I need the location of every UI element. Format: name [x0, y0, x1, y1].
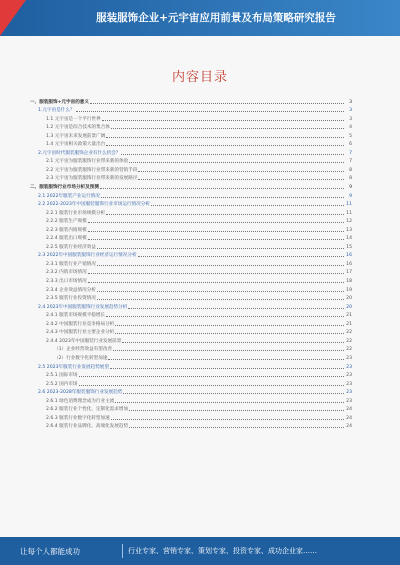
- footer-slogan: 让每个人都能成功: [20, 547, 80, 556]
- toc-heading: 内容目录: [171, 70, 228, 85]
- toc-entry[interactable]: [30, 293, 352, 302]
- toc-leader-dots: [138, 171, 344, 172]
- toc-entry-page: 11: [346, 210, 352, 216]
- toc-entry-page: 21: [346, 313, 352, 319]
- toc-leader-dots: [108, 359, 344, 360]
- toc-entry-page: 3: [349, 108, 352, 114]
- toc-entry-page: 6: [349, 142, 352, 148]
- toc-entry-label: 2.2.4 服装出口规模: [46, 236, 87, 242]
- toc-entry-label: 2.6.3 服装行业数字化转型加速: [46, 415, 110, 421]
- toc-entry-label: 2.1 元宇宙为服装服饰行业带来新的体验: [46, 159, 129, 165]
- toc-entry-label: 1.2 元宇宙是综合技术的集合体: [46, 125, 110, 131]
- toc-entry[interactable]: [30, 216, 352, 225]
- toc-entry-page: 5: [349, 133, 352, 139]
- toc-entry-label: （1）企业经营效益有望改善: [54, 347, 113, 353]
- toc-leader-dots: [129, 410, 344, 411]
- toc-leader-dots: [113, 350, 344, 351]
- toc-leader-dots: [102, 120, 344, 121]
- toc-entry-label: 2.5.1 国际市场: [46, 373, 78, 379]
- toc-entry-label: 1.3 元宇宙未来发展前景广阔: [46, 133, 106, 139]
- toc-entry[interactable]: [30, 173, 352, 182]
- toc-entry-page: 3: [349, 99, 352, 105]
- toc-entry-label: 2.6.1 绿色消费理念成为行业主流: [46, 398, 115, 404]
- toc-leader-dots: [79, 385, 344, 386]
- toc-leader-dots: [79, 376, 344, 377]
- toc-leader-dots: [123, 393, 344, 394]
- toc-entry-label: （2）行业数字化转型加速: [54, 355, 108, 361]
- toc-entry[interactable]: [30, 301, 352, 310]
- toc-entry-page: 8: [349, 176, 352, 182]
- toc-leader-dots: [128, 308, 344, 309]
- toc-entry[interactable]: [30, 370, 352, 379]
- toc-entry[interactable]: [30, 147, 352, 156]
- toc-entry[interactable]: [30, 250, 352, 259]
- toc-leader-dots: [90, 103, 344, 104]
- toc-entry-page: 9: [349, 193, 352, 199]
- toc-entry-page: 20: [346, 296, 352, 302]
- toc-leader-dots: [151, 205, 344, 206]
- toc-entry[interactable]: [30, 122, 352, 131]
- toc-leader-dots: [115, 402, 344, 403]
- toc-entry-label: 2.5.2 国内市场: [46, 381, 78, 387]
- toc-entry-page: 24: [346, 424, 352, 430]
- toc-entry-label: 2.1 2022年服装产业运行情况: [38, 193, 100, 199]
- toc-leader-dots: [106, 214, 344, 215]
- toc-entry-label: 2.6.4 服装行业品牌化、高端化发展趋势: [46, 424, 129, 430]
- toc-entry-label: 2.2.5 服装行业经济效益: [46, 244, 96, 250]
- toc-entry[interactable]: [30, 387, 352, 396]
- toc-entry-page: 19: [346, 287, 352, 293]
- toc-entry-page: 16: [346, 253, 352, 259]
- toc-leader-dots: [97, 265, 344, 266]
- toc-leader-dots: [138, 256, 344, 257]
- toc-leader-dots: [115, 325, 344, 326]
- toc-entry-label: 2.4.4 2023年中国服装行业发展前景: [46, 338, 122, 344]
- toc-leader-dots: [101, 197, 344, 198]
- toc-entry-label: 2.4.2 中国服装行业竞争格局分析: [46, 321, 115, 327]
- toc-entry[interactable]: [30, 412, 352, 421]
- toc-entry-page: 23: [346, 373, 352, 379]
- toc-entry-label: 2.3.2 内销市场情况: [46, 270, 87, 276]
- toc-entry-label: 2.3.5 服装行业投资情况: [46, 296, 96, 302]
- toc-entry-label: 2.6 2023-2028年服装服饰行业发展趋势: [38, 390, 123, 396]
- toc-entry-label: 2.4 2023年中国服装服饰行业发展趋势分析: [38, 304, 128, 310]
- toc-entry-label: 2.6.2 服装行业个性化、定制化需求增加: [46, 407, 129, 413]
- toc-entry-label: 2.4.3 中国服装行业主要企业分析: [46, 330, 115, 336]
- toc-leader-dots: [121, 154, 344, 155]
- toc-leader-dots: [88, 231, 344, 232]
- toc-leader-dots: [106, 137, 344, 138]
- table-of-contents: [30, 96, 352, 429]
- toc-entry-page: 9: [349, 185, 352, 191]
- toc-entry-label: 2.4.1 服装市场规模平稳增长: [46, 313, 106, 319]
- toc-entry[interactable]: [30, 327, 352, 336]
- toc-entry-label: 1.4 元宇宙相关政策大量出台: [46, 142, 106, 148]
- toc-entry[interactable]: [30, 258, 352, 267]
- toc-entry-label: 2.2 元宇宙为服装服饰行业带来新的营销手段: [46, 167, 138, 173]
- toc-leader-dots: [88, 239, 344, 240]
- toc-entry-label: 2.元宇宙时代服装服饰企业有什么机会？: [38, 150, 121, 156]
- toc-leader-dots: [97, 299, 344, 300]
- toc-entry[interactable]: [30, 181, 352, 190]
- toc-leader-dots: [97, 248, 344, 249]
- toc-leader-dots: [129, 427, 344, 428]
- toc-entry-label: 2.3 元宇宙为服装服饰行业带来新的发展路径: [46, 176, 138, 182]
- toc-entry[interactable]: [30, 310, 352, 319]
- toc-entry-page: 21: [346, 321, 352, 327]
- toc-entry-page: 18: [346, 279, 352, 285]
- toc-entry-label: 2.3.1 服装行业产销情况: [46, 261, 96, 267]
- toc-entry[interactable]: [30, 395, 352, 404]
- header-bar: [0, 0, 400, 36]
- toc-entry-label: 1.元宇宙是什么？: [38, 108, 75, 114]
- footer-bar: [0, 537, 400, 565]
- toc-entry[interactable]: [30, 233, 352, 242]
- toc-entry-page: 4: [349, 125, 352, 131]
- toc-entry-page: 22: [346, 338, 352, 344]
- toc-entry-label: 一、服装服饰+元宇宙的意义: [30, 99, 89, 105]
- toc-entry[interactable]: [30, 344, 352, 353]
- toc-entry-label: 二、服装服饰行业市场分析及预测: [30, 185, 99, 191]
- toc-entry-page: 7: [349, 150, 352, 156]
- toc-leader-dots: [110, 368, 344, 369]
- toc-entry-page: 24: [346, 407, 352, 413]
- toc-leader-dots: [111, 419, 344, 420]
- toc-entry-page: 20: [346, 304, 352, 310]
- toc-entry-page: 16: [346, 261, 352, 267]
- footer-tagline: 行业专家、营销专家、策划专家、投资专家、成功企业家……: [128, 547, 317, 555]
- toc-entry-page: 24: [346, 415, 352, 421]
- toc-entry[interactable]: [30, 199, 352, 208]
- toc-leader-dots: [97, 291, 344, 292]
- toc-entry[interactable]: [30, 139, 352, 148]
- toc-entry[interactable]: [30, 105, 352, 114]
- toc-entry[interactable]: [30, 318, 352, 327]
- toc-entry[interactable]: [30, 421, 352, 430]
- toc-entry[interactable]: [30, 207, 352, 216]
- toc-leader-dots: [88, 282, 344, 283]
- toc-entry-label: 2.3 2022年中国服装服饰行业经济运行情况分析: [38, 253, 137, 259]
- toc-entry-label: 2.2.2 服装生产规模: [46, 219, 87, 225]
- toc-entry-page: 8: [349, 167, 352, 173]
- toc-entry[interactable]: [30, 113, 352, 122]
- toc-entry[interactable]: [30, 275, 352, 284]
- toc-entry-label: 2.3.3 出口市场情况: [46, 279, 87, 285]
- toc-leader-dots: [106, 316, 344, 317]
- toc-entry-page: 13: [346, 227, 352, 233]
- toc-entry[interactable]: [30, 156, 352, 165]
- toc-entry[interactable]: [30, 404, 352, 413]
- toc-entry-page: 22: [346, 330, 352, 336]
- toc-entry[interactable]: [30, 335, 352, 344]
- toc-entry-label: 2.2.3 服装内销规模: [46, 227, 87, 233]
- document-title: 服装服饰企业+元宇宙应用前景及布局策略研究报告: [96, 12, 336, 24]
- toc-entry-page: 14: [346, 236, 352, 242]
- toc-entry[interactable]: [30, 130, 352, 139]
- toc-leader-dots: [138, 179, 344, 180]
- toc-entry[interactable]: [30, 352, 352, 361]
- toc-leader-dots: [111, 128, 344, 129]
- toc-entry-page: 11: [346, 202, 352, 208]
- toc-leader-dots: [106, 145, 344, 146]
- toc-entry-label: 2.2 2022-2023年中国服装服饰行业市场运行情况分析: [38, 202, 150, 208]
- toc-entry[interactable]: [30, 267, 352, 276]
- footer-divider: [122, 544, 123, 558]
- toc-entry-label: 1.1 元宇宙是一个平行世界: [46, 116, 101, 122]
- toc-leader-dots: [88, 273, 344, 274]
- toc-entry-page: 15: [346, 244, 352, 250]
- toc-leader-dots: [76, 111, 344, 112]
- toc-entry[interactable]: [30, 284, 352, 293]
- toc-entry[interactable]: [30, 224, 352, 233]
- toc-entry-page: 17: [346, 270, 352, 276]
- toc-entry-page: 23: [346, 398, 352, 404]
- toc-entry[interactable]: [30, 361, 352, 370]
- toc-leader-dots: [115, 333, 344, 334]
- toc-entry-page: 7: [349, 159, 352, 165]
- toc-entry-label: 2.5 2023年服装行业发展趋势展望: [38, 364, 109, 370]
- toc-leader-dots: [122, 342, 344, 343]
- toc-entry-page: 23: [346, 381, 352, 387]
- toc-leader-dots: [88, 222, 344, 223]
- toc-entry-label: 2.3.4 企业效益情况分析: [46, 287, 96, 293]
- toc-entry[interactable]: [30, 164, 352, 173]
- toc-entry-page: 12: [346, 219, 352, 225]
- toc-entry-page: 22: [346, 347, 352, 353]
- header-accent: [0, 0, 26, 36]
- toc-entry[interactable]: [30, 190, 352, 199]
- toc-entry-page: 3: [349, 116, 352, 122]
- toc-entry-page: 23: [346, 364, 352, 370]
- toc-entry[interactable]: [30, 378, 352, 387]
- toc-entry[interactable]: [30, 241, 352, 250]
- toc-entry-label: 2.2.1 服装行业市场规模分析: [46, 210, 106, 216]
- toc-entry[interactable]: [30, 96, 352, 105]
- toc-leader-dots: [100, 188, 344, 189]
- toc-entry-page: 23: [346, 355, 352, 361]
- toc-entry-page: 23: [346, 390, 352, 396]
- toc-leader-dots: [129, 162, 344, 163]
